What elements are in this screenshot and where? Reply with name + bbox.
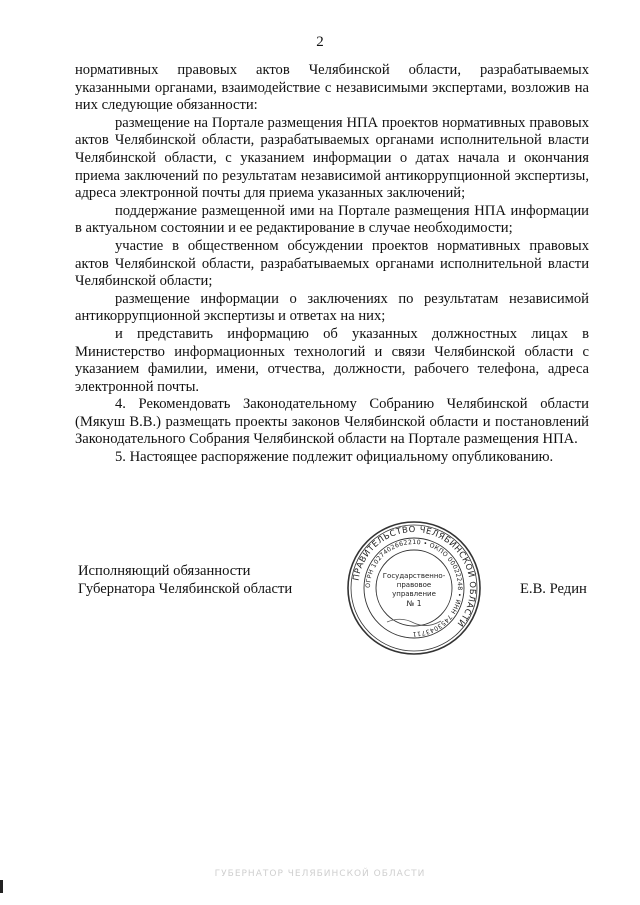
- paragraph-6: и представить информацию об указанных должностных лицах в Министерство информационных технологий и связи Челябинской области с указанием фамилии, имени, отчества, должности, рабочего телефона, адреса электронной почты.: [75, 325, 589, 395]
- seal-center-line-1: Государственно-: [382, 572, 446, 580]
- paragraph-4: участие в общественном обсуждении проектов нормативных правовых актов Челябинской области, разрабатываемых органами исполнительной власти Челябинской области;: [75, 237, 589, 290]
- paragraph-8-item-5: 5. Настоящее распоряжение подлежит официальному опубликованию.: [115, 449, 554, 466]
- seal-signature-scribble: [387, 619, 441, 625]
- signatory-title-line-1: Исполняющий обязанности: [78, 563, 251, 579]
- seal-center-line-4: № 1: [406, 599, 422, 608]
- paragraph-7-item-4: 4. Рекомендовать Законодательному Собранию Челябинской области (Мякуш В.В.) размещать проекты законов Челябинской области и постановлений Законодательного Собрания Челябинской области на Портале размещения НПА.: [75, 396, 589, 448]
- seal-middle-text: ОГРН 1027402662210 • ОКПО 00022248 • ИНН 7453043711: [364, 538, 464, 638]
- official-seal-stamp: [345, 519, 483, 657]
- seal-center-line-2: правовое: [396, 581, 432, 589]
- seal-outer-text: ПРАВИТЕЛЬСТВО ЧЕЛЯБИНСКОЙ ОБЛАСТИ: [350, 523, 479, 630]
- document-body: [75, 62, 589, 467]
- paragraph-5: размещение информации о заключениях по результатам независимой антикоррупционной экспертизы и ответах на них;: [75, 290, 589, 325]
- signatory-name: Е.В. Редин: [520, 581, 587, 597]
- signatory-title: [78, 563, 292, 599]
- paragraph-3: поддержание размещенной ими на Портале размещения НПА информации в актуальном состоянии и ее редактирование в случае необходимости;: [75, 202, 589, 237]
- seal-center-line-3: управление: [392, 590, 436, 598]
- page-number: 2: [316, 34, 324, 50]
- signatory-title-line-2: Губернатора Челябинской области: [78, 580, 293, 597]
- scan-edge-mark: [0, 880, 3, 893]
- footer-watermark: ГУБЕРНАТОР ЧЕЛЯБИНСКОЙ ОБЛАСТИ: [214, 869, 426, 879]
- paragraph-1: нормативных правовых актов Челябинской области, разрабатываемых указанными органами, взаимодействие с независимыми экспертами, возложив на них следующие обязанности:: [75, 62, 589, 114]
- paragraph-2: размещение на Портале размещения НПА проектов нормативных правовых актов Челябинской области, разрабатываемых органами исполнительной власти Челябинской области, с указанием информации о датах начала и окончания приема заключений по результатам независимой антикоррупционной экспертизы, адреса электронной почты для приема указанных заключений;: [75, 114, 589, 202]
